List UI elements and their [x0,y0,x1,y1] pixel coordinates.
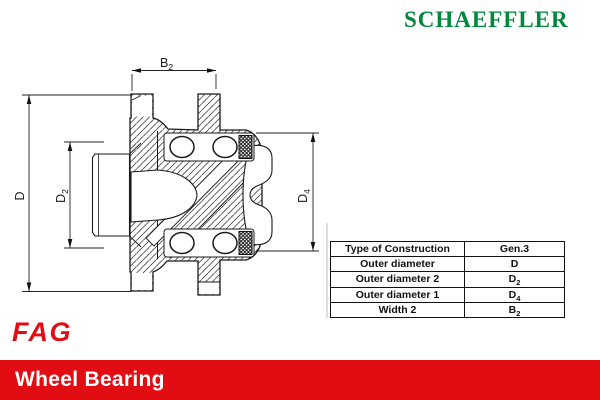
spec-table [330,241,565,318]
schaeffler-logo: SCHAEFFLER [404,7,569,32]
pilot-ring [93,154,130,236]
spec-row [331,302,564,317]
fag-logo: FAG [12,317,73,347]
bearing-ball [170,137,194,158]
arrowhead [132,68,141,73]
spec-value: $D_4$ [508,288,521,302]
bearing-ball [170,233,194,254]
dim-label-b2: $B_2$ [160,56,174,72]
bearing-seal [239,136,252,159]
dim-label-d2: $D_2$ [54,189,70,203]
bearing-ball [213,137,237,158]
arrowhead [27,283,32,292]
spec-label: Outer diameter 2 [331,272,465,286]
arrowhead [311,242,316,251]
bearing-seal [239,232,252,255]
spec-value: D [510,258,519,271]
bearing-ball [213,233,237,254]
spec-row [331,242,564,256]
spec-label: Width 2 [331,303,465,317]
dim-label-d: D [13,191,27,201]
arrowhead [311,133,316,142]
spec-value: Gen.3 [499,243,530,255]
spec-row [331,271,564,286]
arrowhead [27,95,32,104]
page-title: Wheel Bearing [15,368,165,391]
arrowhead [68,142,73,151]
spec-label: Outer diameter 1 [331,288,465,302]
spec-label: Type of Construction [331,242,465,256]
wheel-stud-bottom [132,273,152,290]
stud-bore-bottom [199,282,219,294]
dimension-b2 [132,71,216,92]
footer-bar [0,360,600,400]
spec-row [331,287,564,302]
arrowhead [68,239,73,248]
spec-value: $D_2$ [508,273,521,287]
spec-row [331,256,564,271]
spec-label: Outer diameter [331,257,465,271]
spec-value: $B_2$ [508,303,521,317]
arrowhead [207,68,216,73]
dim-label-d4: $D_4$ [296,189,312,203]
